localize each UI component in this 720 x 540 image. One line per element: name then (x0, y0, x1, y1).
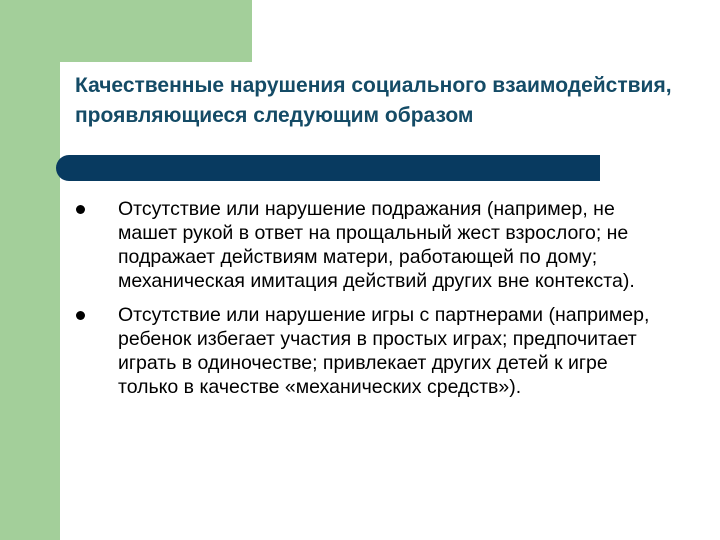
bullet-text: Отсутствие или нарушение игры с партнерами (например, ребенок избегает участия в простых играх; предпочитает играть в одиночестве; привлекает других детей к игре только в качестве «механических средств»). (118, 304, 650, 398)
green-side-band (0, 0, 60, 540)
slide-title: Качественные нарушения социального взаимодействия, проявляющиеся следующим образом (75, 74, 672, 127)
green-top-band (0, 0, 252, 62)
bullet-icon (76, 311, 85, 320)
bullet-icon (76, 205, 85, 214)
title-underline-bar (56, 155, 600, 181)
bullet-item (70, 197, 670, 293)
bullet-list (70, 197, 670, 409)
bullet-text: Отсутствие или нарушение подражания (например, не машет рукой в ответ на прощальный жест взрослого; не подражает действиям матери, работающей по дому; механическая имитация действий других вне контекста). (118, 198, 635, 292)
bullet-item (70, 303, 670, 399)
